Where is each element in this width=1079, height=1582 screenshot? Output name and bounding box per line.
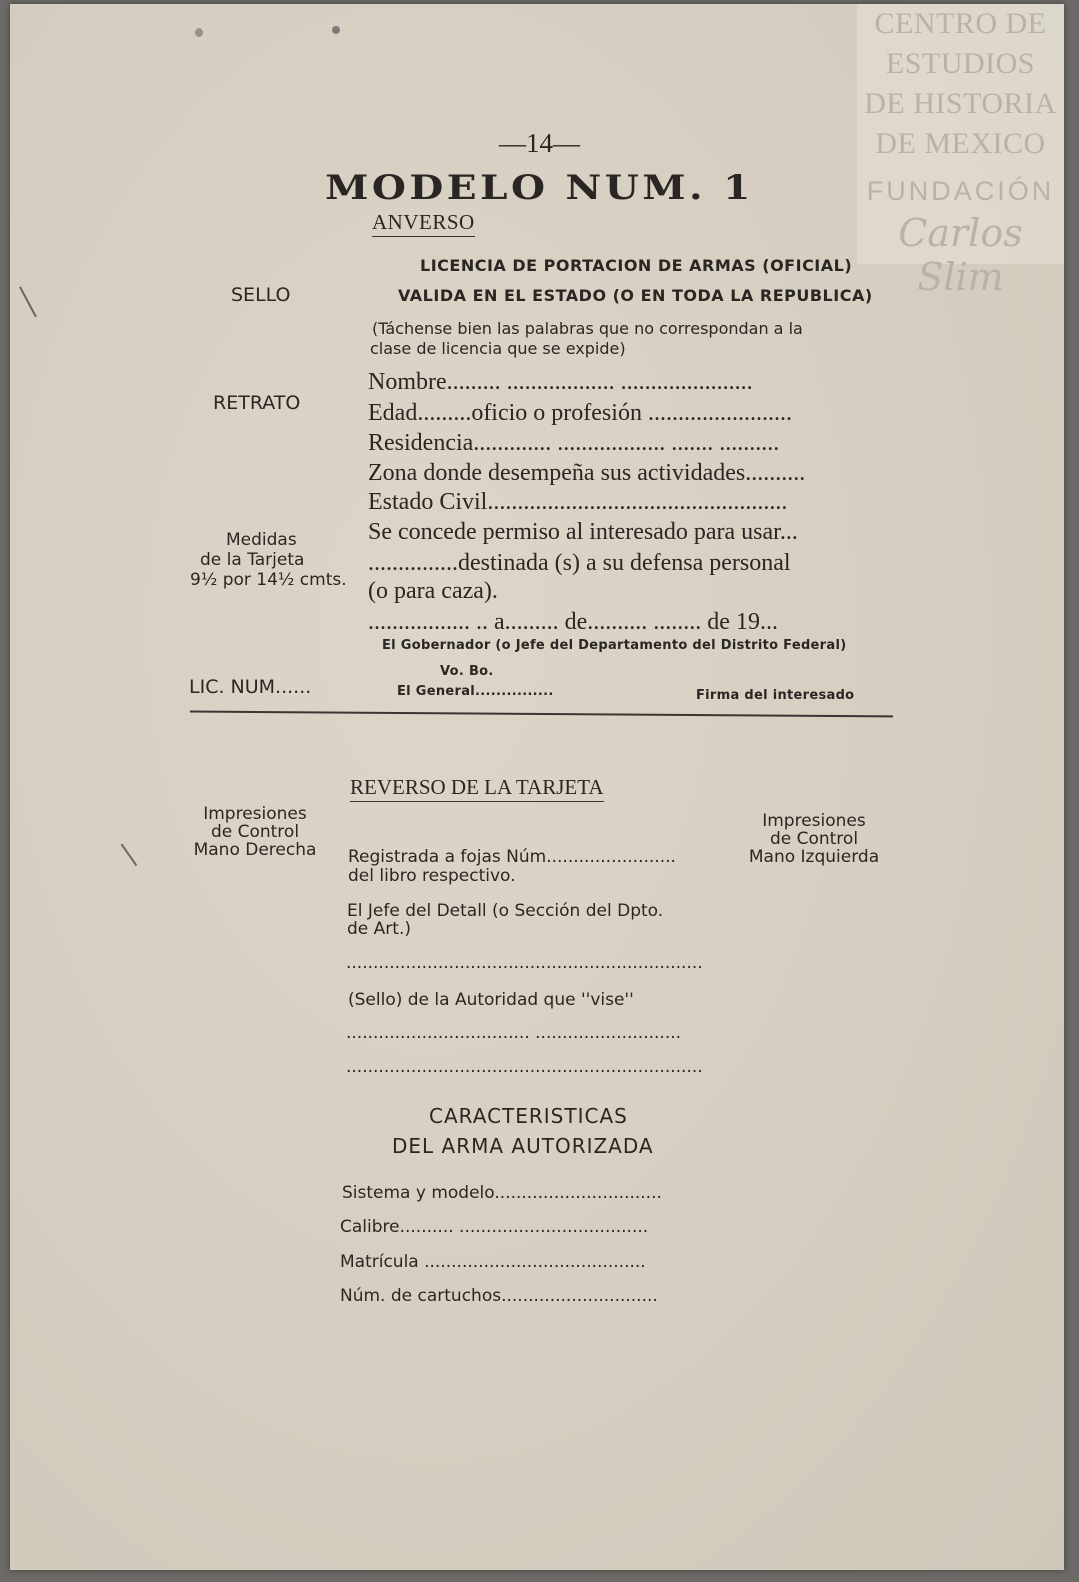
jefe-detall-line: de Art.): [347, 919, 411, 939]
sello-label: SELLO: [231, 284, 291, 306]
general-signature: El General...............: [397, 684, 554, 699]
impressions-text: de Control: [769, 829, 859, 849]
permiso-line: (o para caza).: [368, 578, 498, 604]
estado-civil-field: Estado Civil..................................................: [368, 489, 788, 515]
jefe-detall-line: El Jefe del Detall (o Sección del Dpto.: [347, 901, 664, 921]
signature-dots: ..................................................................: [346, 1057, 703, 1077]
dirt-speck: [195, 28, 203, 37]
impressions-text: Mano Izquierda: [748, 847, 880, 867]
residencia-field: Residencia............. .................. ....... ..........: [368, 430, 780, 456]
permiso-line: ...............destinada (s) a su defensa personal: [368, 550, 791, 576]
page-number: —14—: [499, 128, 580, 158]
impressions-text: de Control: [210, 822, 300, 842]
left-hand-impressions: [190, 805, 320, 859]
watermark-signature: Carlos Slim: [898, 211, 1023, 299]
retrato-label: RETRATO: [213, 392, 301, 414]
zona-field: Zona donde desempeña sus actividades..........: [368, 460, 806, 486]
right-hand-impressions: [744, 812, 884, 866]
medidas-label: de la Tarjeta: [200, 550, 305, 570]
vobo-label: Vo. Bo.: [440, 664, 494, 679]
anverso-heading: ANVERSO: [372, 210, 475, 237]
gobernador-signature: El Gobernador (o Jefe del Departamento del Distrito Federal): [382, 638, 847, 653]
watermark-foundation: FUNDACIÓN: [866, 176, 1055, 206]
matricula-field: Matrícula .........................................: [340, 1252, 646, 1272]
registro-line: Registrada a fojas Núm........................: [348, 847, 676, 867]
impressions-text: Mano Derecha: [193, 840, 317, 860]
medidas-label: Medidas: [226, 530, 297, 550]
watermark-line: DE HISTORIA: [864, 87, 1057, 120]
signature-dots: .................................. ...........................: [346, 1023, 682, 1043]
edad-field: Edad.........oficio o profesión ........................: [368, 400, 792, 426]
dirt-speck: [332, 26, 340, 34]
license-number-label: LIC. NUM......: [189, 676, 312, 698]
nombre-field: Nombre......... .................. ......................: [368, 369, 753, 395]
reverso-heading: REVERSO DE LA TARJETA: [350, 775, 604, 802]
sello-autoridad-label: (Sello) de la Autoridad que ''vise'': [348, 990, 634, 1010]
fecha-line: ................. .. a......... de.......... ........ de 19...: [368, 609, 778, 635]
impressions-text: Impresiones: [203, 804, 307, 824]
interesado-signature: Firma del interesado: [696, 688, 855, 703]
signature-dots: ..................................................................: [346, 953, 703, 973]
form-title: MODELO NUM. 1: [325, 168, 754, 208]
watermark-line: CENTRO DE: [874, 7, 1047, 40]
medidas-label: 9½ por 14½ cmts.: [190, 570, 347, 590]
caracteristicas-heading: CARACTERISTICAS: [429, 1104, 628, 1128]
sistema-field: Sistema y modelo...............................: [342, 1183, 662, 1203]
cartuchos-field: Núm. de cartuchos.............................: [340, 1286, 658, 1306]
calibre-field: Calibre.......... ...................................: [340, 1217, 649, 1237]
license-header-line2: VALIDA EN EL ESTADO (O EN TODA LA REPUBLICA): [398, 286, 873, 305]
watermark-line: DE MEXICO: [875, 127, 1046, 160]
impressions-text: Impresiones: [762, 811, 866, 831]
permiso-line: Se concede permiso al interesado para usar...: [368, 519, 798, 545]
caracteristicas-heading: DEL ARMA AUTORIZADA: [392, 1134, 654, 1158]
instruction-note-line1: (Táchense bien las palabras que no correspondan a la: [372, 319, 803, 338]
instruction-note-line2: clase de licencia que se expide): [370, 339, 626, 358]
registro-line: del libro respectivo.: [348, 866, 516, 886]
license-header-line1: LICENCIA DE PORTACION DE ARMAS (OFICIAL): [420, 256, 853, 275]
watermark-line: ESTUDIOS: [885, 47, 1035, 80]
